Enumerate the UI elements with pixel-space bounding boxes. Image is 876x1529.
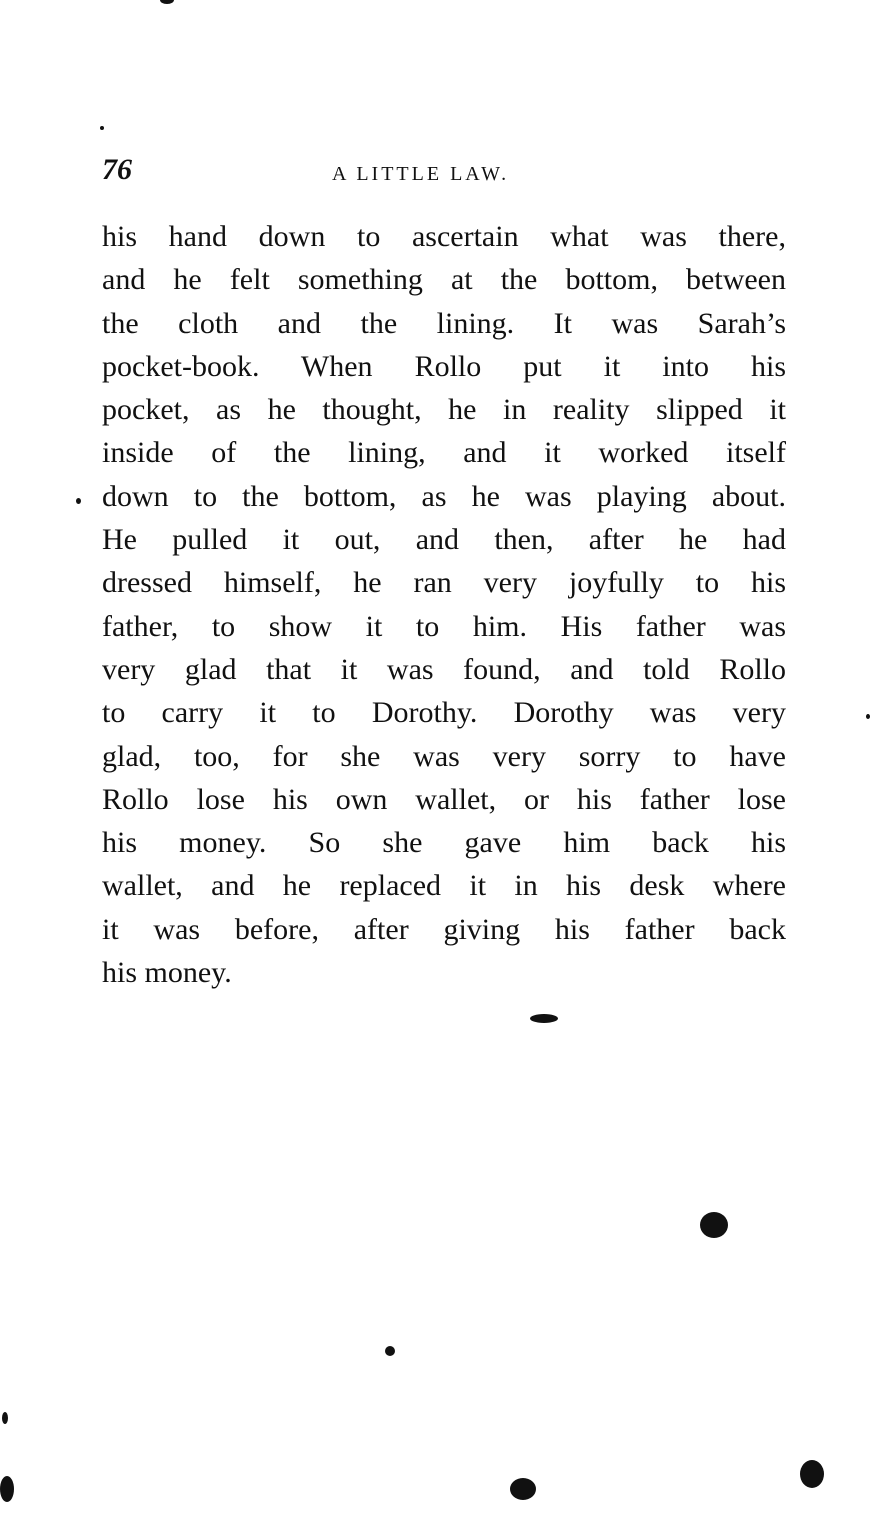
text-line: very glad that it was found, and told Rollo — [102, 652, 786, 686]
body-paragraph — [102, 215, 786, 994]
running-head: A LITTLE LAW. — [332, 163, 510, 185]
text-line: glad, too, for she was very sorry to have — [102, 739, 786, 773]
scan-speck — [385, 1346, 395, 1356]
text-line: to carry it to Dorothy. Dorothy was very — [102, 696, 786, 730]
text-line: He pulled it out, and then, after he had — [102, 523, 786, 557]
text-line: Rollo lose his own wallet, or his father lose — [102, 782, 786, 816]
text-line: pocket, as he thought, he in reality slipped it — [102, 393, 786, 427]
text-line: the cloth and the lining. It was Sarah’s — [102, 306, 786, 340]
scan-speck — [700, 1212, 728, 1238]
text-line: his hand down to ascertain what was there, — [102, 220, 786, 253]
text-line: it was before, after giving his father back — [102, 912, 786, 946]
text-line: wallet, and he replaced it in his desk where — [102, 869, 786, 903]
scan-speck — [160, 0, 174, 4]
text-line: his money. So she gave him back his — [102, 826, 786, 860]
page-header — [102, 150, 792, 190]
text-line: inside of the lining, and it worked itself — [102, 436, 786, 470]
scan-speck — [2, 1412, 8, 1424]
text-line: dressed himself, he ran very joyfully to his — [102, 566, 786, 600]
scan-speck — [866, 714, 870, 719]
scan-speck — [100, 126, 104, 130]
page-number: 76 — [102, 153, 132, 186]
scan-speck — [510, 1478, 536, 1500]
text-line: father, to show it to him. His father was — [102, 609, 786, 643]
scan-speck — [76, 498, 81, 504]
text-line: his money. — [102, 956, 232, 990]
text-line: down to the bottom, as he was playing about. — [102, 479, 786, 513]
scan-speck — [530, 1014, 558, 1023]
text-line: and he felt something at the bottom, between — [102, 263, 786, 297]
scan-speck — [800, 1460, 824, 1488]
scan-speck — [0, 1476, 14, 1502]
text-line: pocket-book. When Rollo put it into his — [102, 349, 786, 383]
